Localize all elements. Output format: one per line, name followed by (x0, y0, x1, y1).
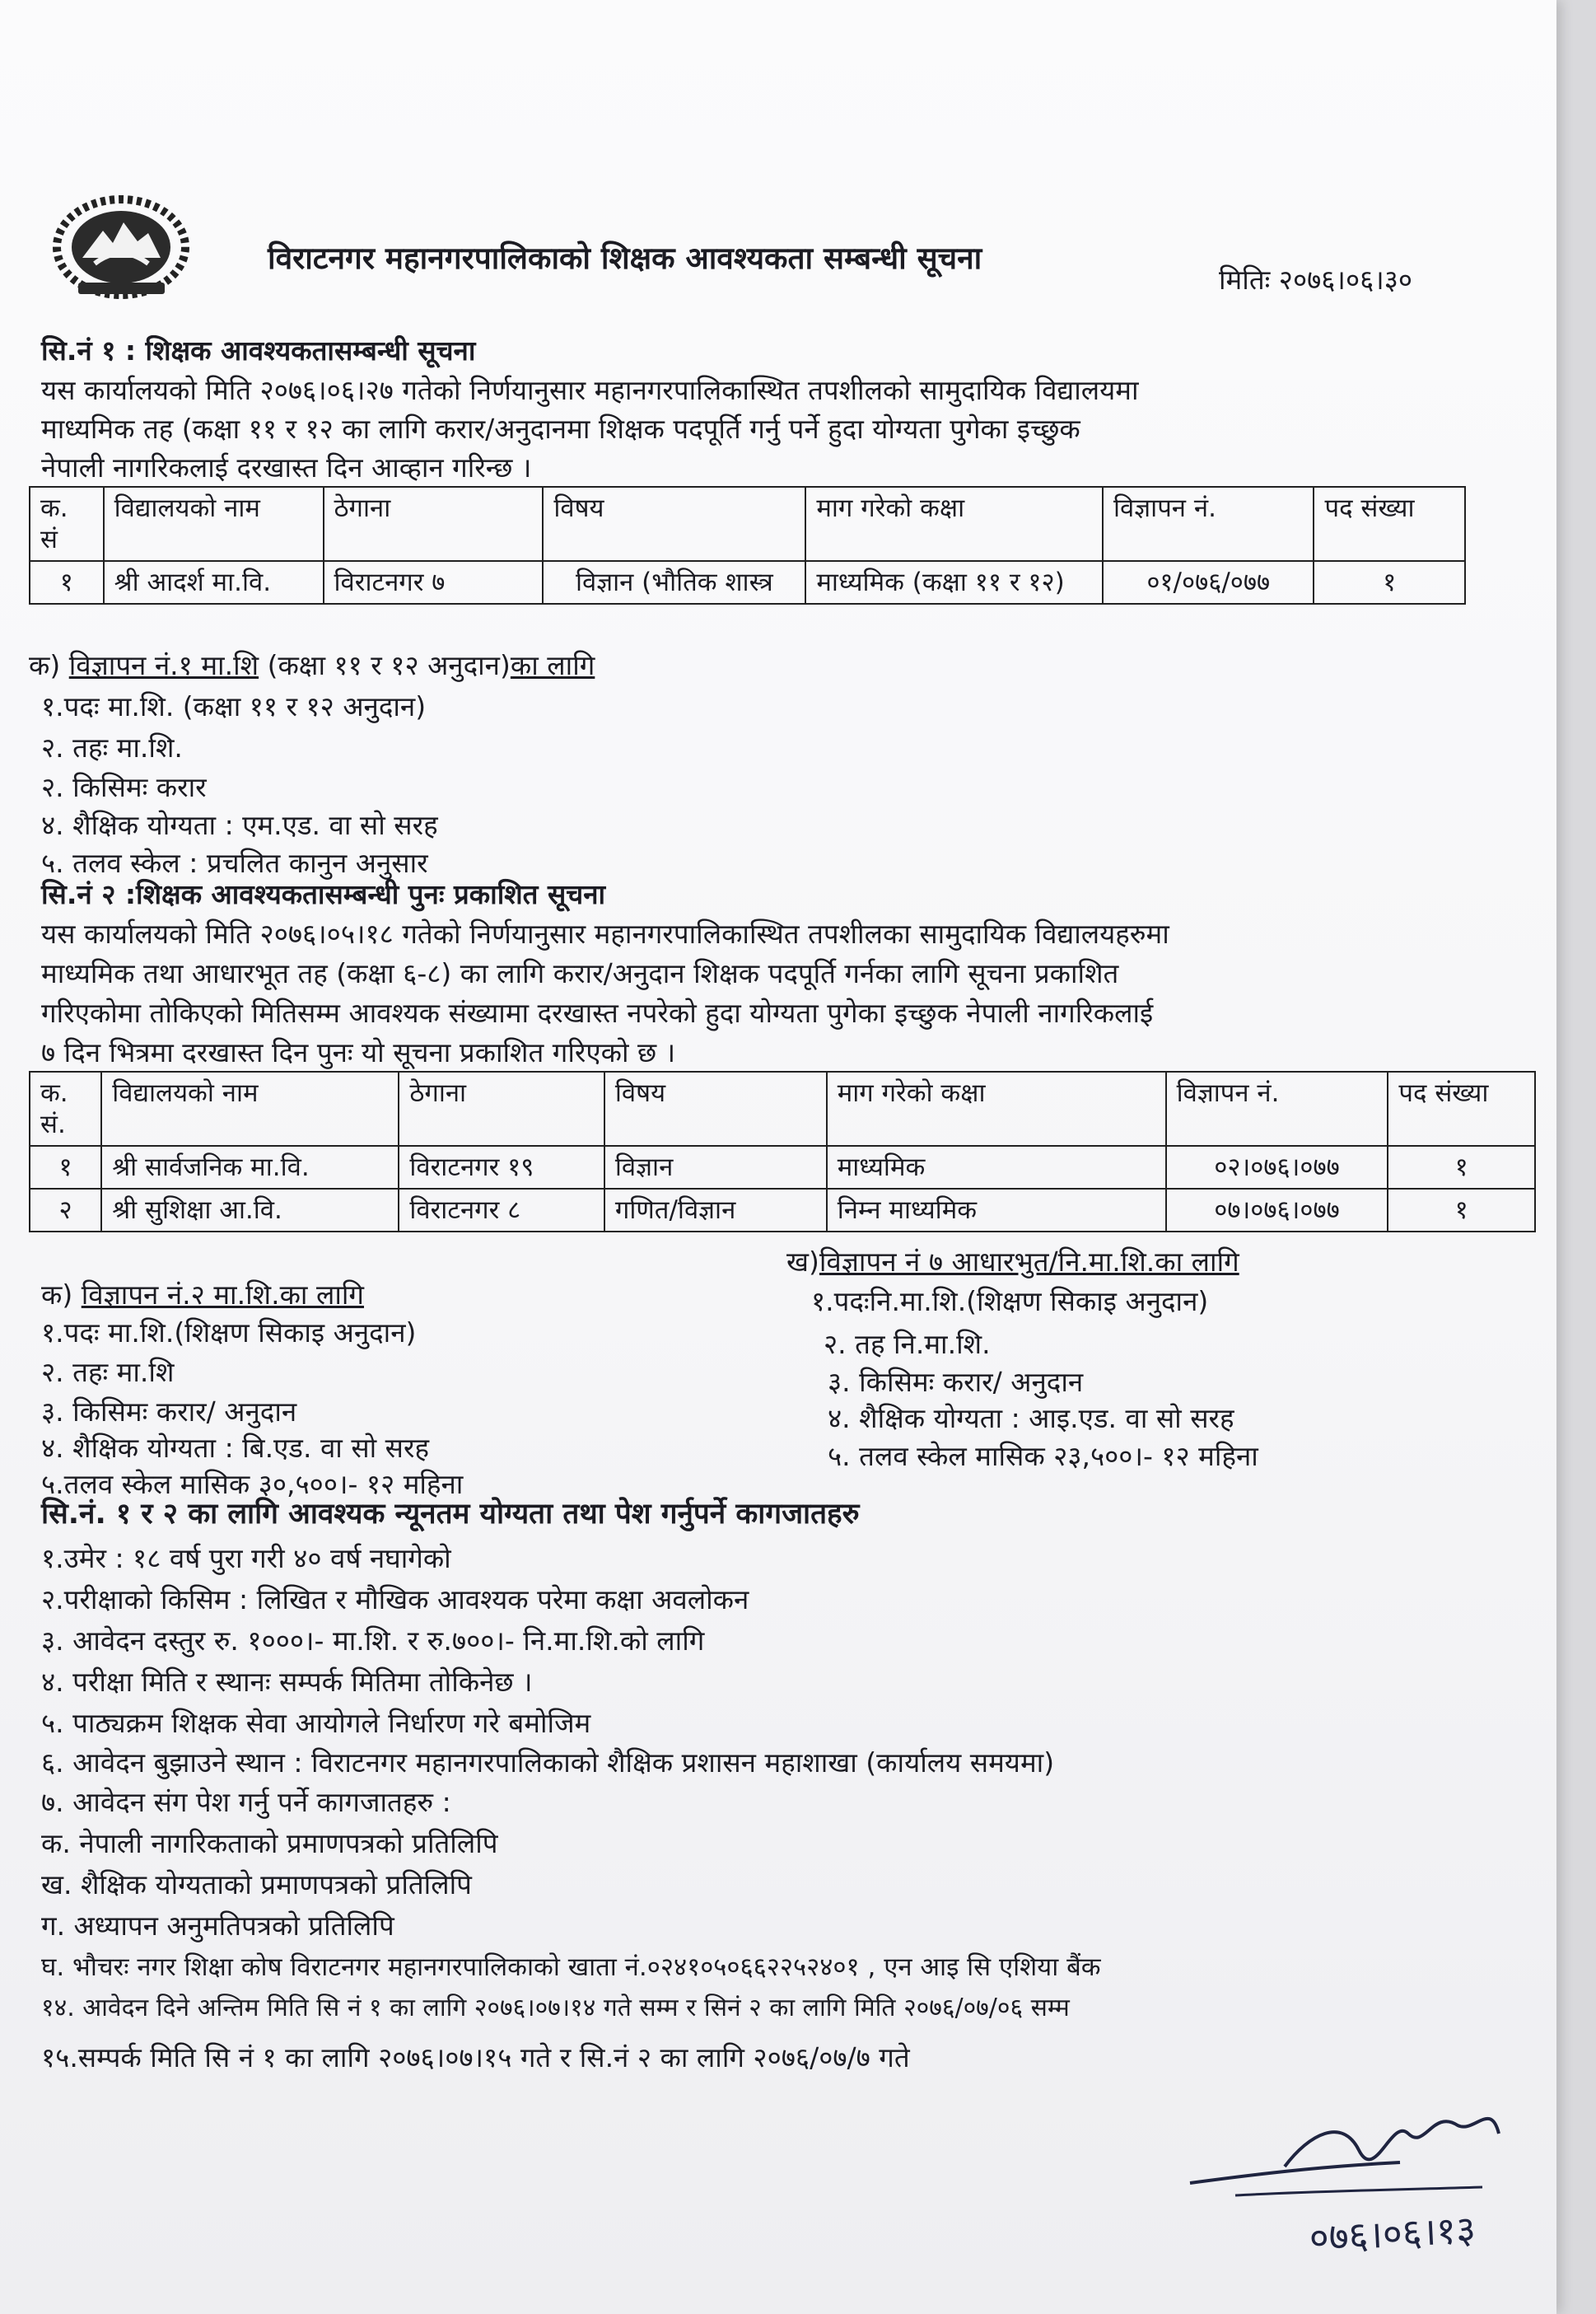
ad2-heading-number: विज्ञापन नं.२ मा.शि.का लागि (81, 1279, 364, 1311)
table-cell: ०२।०७६।०७७ (1166, 1146, 1388, 1189)
table-cell: विज्ञान (604, 1146, 827, 1189)
table-cell: १ (30, 1146, 101, 1189)
table-cell: गणित/विज्ञान (604, 1189, 827, 1232)
ad7-heading (786, 1244, 1239, 1280)
notice2-heading: सि.नं २ :शिक्षक आवश्यकतासम्बन्धी पुनः प्रकाशित सूचना (41, 878, 606, 910)
table-cell: ०१/०७६/०७७ (1103, 561, 1314, 604)
table-header-row (30, 1072, 1535, 1146)
ad7-item: १.पदःनि.मा.शि.(शिक्षण सिकाइ अनुदान) (811, 1285, 1209, 1317)
table-header-cell: विद्यालयको नाम (101, 1072, 399, 1146)
table-cell: माध्यमिक (827, 1146, 1166, 1189)
table-header-cell: विज्ञापन नं. (1166, 1072, 1388, 1146)
requirement-item: २.परीक्षाको किसिम : लिखित र मौखिक आवश्यक परेमा कक्षा अवलोकन (41, 1583, 749, 1615)
notice1-table (29, 486, 1466, 605)
table-cell: विराटनगर ७ (324, 561, 544, 604)
requirement-item: ५. पाठ्यक्रम शिक्षक सेवा आयोगले निर्धारण गरे बमोजिम (41, 1707, 591, 1739)
requirement-item: ३. आवेदन दस्तुर रु. १०००।- मा.शि. र रु.७००।- नि.मा.शि.को लागि (41, 1624, 705, 1657)
ad2-heading-prefix: क) (41, 1279, 82, 1311)
ad2-item: २. तहः मा.शि (41, 1356, 175, 1388)
table-cell: १ (1388, 1146, 1535, 1189)
ad2-item: १.पदः मा.शि.(शिक्षण सिकाइ अनुदान) (41, 1316, 417, 1349)
requirement-item: १.उमेर : १८ वर्ष पुरा गरी ४० वर्ष नघागेको (41, 1542, 451, 1574)
table-cell: विज्ञान (भौतिक शास्त्र (543, 561, 805, 604)
table-header-cell: ठेगाना (324, 487, 544, 561)
table-cell: माध्यमिक (कक्षा ११ र १२) (805, 561, 1103, 604)
requirement-item: ग. अध्यापन अनुमतिपत्रको प्रतिलिपि (41, 1910, 394, 1942)
requirement-item: घ. भौचरः नगर शिक्षा कोष विराटनगर महानगरपालिकाको खाता नं.०२४१०५०६६२२५२४०१ , एन आइ सि एशिया बैंक (41, 1952, 1101, 1982)
table-cell: श्री सार्वजनिक मा.वि. (101, 1146, 399, 1189)
ad7-heading-number: विज्ञापन नं ७ आधारभुत/नि.मा.शि.का लागि (819, 1246, 1239, 1278)
requirement-item: ६. आवेदन बुझाउने स्थान : विराटनगर महानगरपालिकाको शैक्षिक प्रशासन महाशाखा (कार्यालय समयमा) (41, 1746, 1055, 1779)
requirement-item: क. नेपाली नागरिकताको प्रमाणपत्रको प्रतिलिपि (41, 1827, 498, 1859)
requirements-heading: सि.नं. १ र २ का लागि आवश्यक न्यूनतम योग्यता तथा पेश गर्नुपर्ने कागजातहरु (41, 1498, 860, 1531)
ad7-item: २. तह नि.मा.शि. (824, 1328, 991, 1360)
notice2-body-line: गरिएकोमा तोकिएको मितिसम्म आवश्यक संख्यामा दरखास्त नपरेको हुदा योग्यता पुगेका इच्छुक नेपाली नागरिकलाई (41, 997, 1154, 1029)
table-header-cell: माग गरेको कक्षा (827, 1072, 1166, 1146)
ad7-item: ४. शैक्षिक योग्यता : आइ.एड. वा सो सरह (828, 1402, 1234, 1434)
table-cell: ०७।०७६।०७७ (1166, 1189, 1388, 1232)
ad2-item: ५.तलव स्केल मासिक ३०,५००।- १२ महिना (41, 1468, 464, 1500)
notice1-body-line: यस कार्यालयको मिति २०७६।०६।२७ गतेको निर्णयानुसार महानगरपालिकास्थित तपशीलको सामुदायिक विद्यालयमा (41, 374, 1139, 406)
ad2-item: ४. शैक्षिक योग्यता : बि.एड. वा सो सरह (41, 1432, 429, 1464)
ad1-heading-suffix: का लागि (510, 649, 595, 681)
table-cell: निम्न माध्यमिक (827, 1189, 1166, 1232)
ad1-item: ४. शैक्षिक योग्यता : एम.एड. वा सो सरह (41, 809, 438, 841)
table-header-cell: विद्यालयको नाम (104, 487, 324, 561)
ad1-heading-prefix: क) (29, 649, 69, 681)
table-header-cell: क. सं (30, 487, 104, 561)
table-header-cell: पद संख्या (1314, 487, 1465, 561)
ad7-item: ५. तलव स्केल मासिक २३,५००।- १२ महिना (828, 1440, 1258, 1472)
notice1-body-line: नेपाली नागरिकलाई दरखास्त दिन आव्हान गरिन्छ । (41, 451, 532, 484)
table-cell: श्री आदर्श मा.वि. (104, 561, 324, 604)
ad1-item: १.पदः मा.शि. (कक्षा ११ र १२ अनुदान) (41, 690, 427, 722)
table-header-row (30, 487, 1465, 561)
table-cell: १ (30, 561, 104, 604)
notice2-body-line: ७ दिन भित्रमा दरखास्त दिन पुनः यो सूचना प्रकाशित गरिएको छ । (41, 1036, 676, 1068)
table-cell: श्री सुशिक्षा आ.वि. (101, 1189, 399, 1232)
requirement-item: ७. आवेदन संग पेश गर्नु पर्ने कागजातहरु : (41, 1786, 451, 1818)
nepal-emblem-icon (45, 185, 198, 309)
table-row (30, 561, 1465, 604)
notice-title: विराटनगर महानगरपालिकाको शिक्षक आवश्यकता सम्बन्धी सूचना (268, 241, 982, 276)
ad7-item: ३. किसिमः करार/ अनुदान (828, 1366, 1084, 1398)
table-header-cell: विषय (543, 487, 805, 561)
table-header-cell: क. सं. (30, 1072, 101, 1146)
notice-date: मितिः २०७६।०६।३० (1219, 264, 1413, 296)
signature-icon (1186, 2084, 1532, 2265)
signature-date: ०७६।०६।१३ (1308, 2207, 1477, 2260)
requirement-item: १४. आवेदन दिने अन्तिम मिति सि नं १ का लागि २०७६।०७।१४ गते सम्म र सिनं २ का लागि मिति २०७६/०७/०६ सम्म (41, 1994, 1070, 2022)
ad2-heading (41, 1277, 364, 1313)
requirement-item: ४. परीक्षा मिति र स्थानः सम्पर्क मितिमा तोकिनेछ । (41, 1666, 533, 1698)
notice1-heading: सि.नं १ : शिक्षक आवश्यकतासम्बन्धी सूचना (41, 334, 476, 367)
notice1-body-line: माध्यमिक तह (कक्षा ११ र १२ का लागि करार/अनुदानमा शिक्षक पदपूर्ति गर्नु पर्ने हुदा योग्यता पुगेका इच्छुक (41, 413, 1080, 445)
ad7-heading-prefix: ख) (786, 1246, 819, 1278)
requirement-item: १५.सम्पर्क मिति सि नं १ का लागि २०७६।०७।१५ गते र सि.नं २ का लागि २०७६/०७/७ गते (41, 2041, 910, 2073)
table-cell: विराटनगर ८ (399, 1189, 604, 1232)
ad1-item: ५. तलव स्केल : प्रचलित कानुन अनुसार (41, 847, 428, 879)
table-header-cell: विज्ञापन नं. (1103, 487, 1314, 561)
ad1-item: २. तहः मा.शि. (41, 732, 183, 764)
notice2-body-line: यस कार्यालयको मिति २०७६।०५।१८ गतेको निर्णयानुसार महानगरपालिकास्थित तपशीलका सामुदायिक विद्यालयहरुमा (41, 918, 1169, 950)
ad1-heading-number: विज्ञापन नं.१ मा.शि (68, 649, 259, 681)
table-header-cell: विषय (604, 1072, 827, 1146)
table-row (30, 1189, 1535, 1232)
table-cell: विराटनगर १९ (399, 1146, 604, 1189)
table-cell: १ (1314, 561, 1465, 604)
table-cell: २ (30, 1189, 101, 1232)
ad1-heading (29, 647, 595, 684)
notice2-table (29, 1071, 1536, 1232)
ad1-heading-class: (कक्षा ११ र १२ अनुदान) (259, 649, 511, 681)
table-header-cell: माग गरेको कक्षा (805, 487, 1103, 561)
table-header-cell: पद संख्या (1388, 1072, 1535, 1146)
ad1-item: २. किसिमः करार (41, 771, 207, 803)
ad2-item: ३. किसिमः करार/ अनुदान (41, 1395, 297, 1428)
notice2-body-line: माध्यमिक तथा आधारभूत तह (कक्षा ६-८) का लागि करार/अनुदान शिक्षक पदपूर्ति गर्नका लागि सूचना प्रकाशित (41, 957, 1119, 989)
table-header-cell: ठेगाना (399, 1072, 604, 1146)
table-cell: १ (1388, 1189, 1535, 1232)
table-row (30, 1146, 1535, 1189)
requirement-item: ख. शैक्षिक योग्यताको प्रमाणपत्रको प्रतिलिपि (41, 1868, 472, 1900)
